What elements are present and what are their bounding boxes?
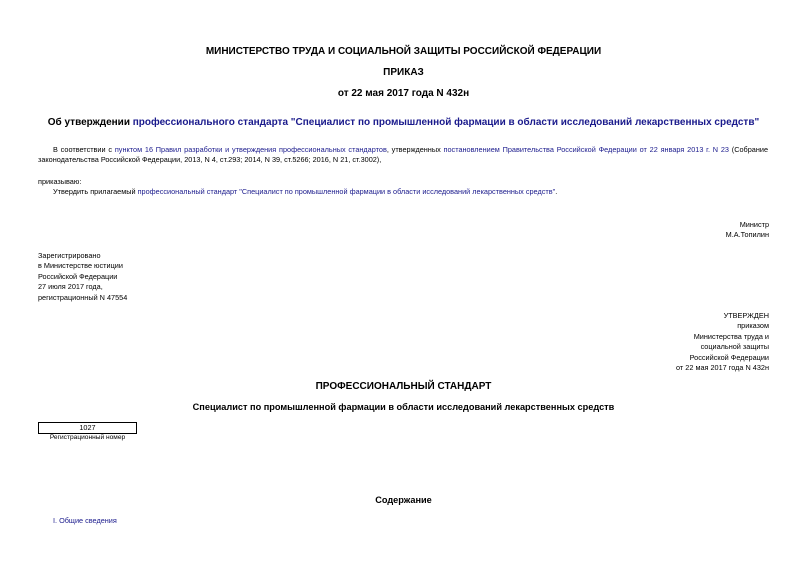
standard-name: Специалист по промышленной фармации в области исследований лекарственных средств <box>192 402 615 412</box>
ministry-heading: МИНИСТЕРСТВО ТРУДА И СОЦИАЛЬНОЙ ЗАЩИТЫ РОССИЙСКОЙ ФЕДЕРАЦИИ <box>205 46 602 57</box>
registration-line: 27 июля 2017 года, <box>38 282 103 292</box>
registration-number-box: 1027 <box>38 422 137 434</box>
registration-line: Зарегистрировано <box>38 251 101 260</box>
registration-line: в Министерстве юстиции <box>38 261 123 271</box>
resolution-link[interactable]: постановлением Правительства Российской Федерации от 22 января 2013 г. N 23 <box>443 145 729 154</box>
standard-heading: ПРОФЕССИОНАЛЬНЫЙ СТАНДАРТ <box>315 381 492 392</box>
signature-name: М.А.Топилин <box>725 230 769 240</box>
order-text-1: Утвердить прилагаемый <box>53 187 138 196</box>
title-prefix: Об утверждении <box>47 117 133 128</box>
preamble-paragraph <box>38 145 768 166</box>
registration-line: регистрационный N 47554 <box>38 292 128 302</box>
order-text-2: . <box>555 187 558 196</box>
registration-block <box>38 251 127 303</box>
preamble-text-3: (Собрание законодательства Российской Федерации, 2013, N 4, ст.293; 2014, N 39, ст.5266; 2016, N 21, ст.3002), <box>38 145 769 165</box>
preamble-text-2: , утвержденных <box>386 145 444 154</box>
signature-position: Министр <box>739 220 769 229</box>
doc-type: ПРИКАЗ <box>383 67 424 78</box>
approval-line: Министерства труда и <box>693 331 769 341</box>
approval-line: от 22 мая 2017 года N 432н <box>676 363 769 373</box>
contents-heading: Содержание <box>375 495 432 505</box>
order-date: от 22 мая 2017 года N 432н <box>337 88 470 99</box>
approval-line: УТВЕРЖДЕН <box>723 311 769 320</box>
approval-line: социальной защиты <box>700 342 769 352</box>
registration-line: Российской Федерации <box>38 271 118 281</box>
approval-line: Российской Федерации <box>689 352 769 362</box>
signature-block <box>726 220 769 241</box>
order-label: приказываю: <box>38 177 82 186</box>
approval-line: приказом <box>737 321 769 331</box>
order-paragraph <box>38 187 768 197</box>
approved-standard-link[interactable]: профессиональный стандарт "Специалист по промышленной фармации в области исследований лекарственных средств" <box>137 187 556 196</box>
order-title <box>0 117 807 128</box>
approval-block <box>676 311 769 373</box>
registration-number-label: Регистрационный номер <box>49 434 126 441</box>
contents-item-general[interactable]: I. Общие сведения <box>53 516 117 525</box>
preamble-text-1: В соответствии с <box>53 145 115 154</box>
title-standard-link[interactable]: профессионального стандарта "Специалист по промышленной фармации в области исследований лекарственных средств" <box>132 117 760 128</box>
rules-link[interactable]: пунктом 16 Правил разработки и утверждения профессиональных стандартов <box>114 145 387 154</box>
